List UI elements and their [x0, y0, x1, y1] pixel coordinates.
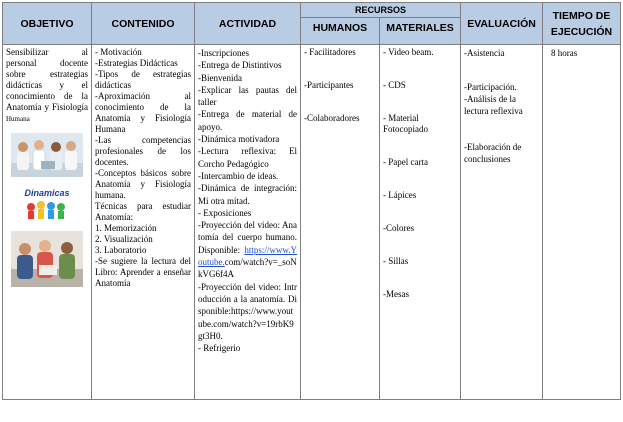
- header-contenido: CONTENIDO: [92, 3, 195, 45]
- list-item: - Facilitadores: [304, 47, 356, 57]
- cell-actividad: [195, 45, 301, 400]
- list-item: -Intercambio de ideas.: [198, 170, 279, 181]
- list-item: -Explicar las pautas del taller: [198, 84, 297, 108]
- list-item: 3. Laboratorio: [95, 245, 147, 255]
- list-item: -Entrega de Distintivos: [198, 60, 282, 71]
- contenido-list: [92, 45, 194, 291]
- list-item: -Asistencia: [464, 48, 505, 58]
- teachers-photo: [11, 133, 83, 177]
- tiempo-value: 8 horas: [551, 48, 578, 58]
- list-item: -Entrega de material de apoyo.: [198, 109, 297, 132]
- list-item: Técnicas para estudiar Anatomía:: [95, 201, 191, 222]
- list-item: 2. Visualización: [95, 234, 153, 244]
- list-item: - CDS: [383, 80, 406, 90]
- list-item: - Motivación: [95, 47, 142, 57]
- youtube-link[interactable]: https://www.Youtube.: [198, 244, 297, 268]
- header-recursos: RECURSOS: [301, 3, 461, 18]
- list-item: -Dinámica motivadora: [198, 134, 280, 145]
- header-humanos: HUMANOS: [301, 18, 380, 45]
- list-item: -Participación.: [464, 82, 517, 92]
- list-item: -Proyección del video: Anatomía del cuerpo humano. Disponible: https://www.Youtube.com/watch?v=_soNkVG6f4A: [198, 220, 297, 280]
- materiales-list: [380, 45, 460, 302]
- cell-tiempo: [543, 45, 621, 400]
- list-item: -Participantes: [304, 80, 354, 90]
- actividad-list: [195, 45, 300, 356]
- list-item: -Dinámica de integración: Mi otra mitad.: [198, 183, 297, 206]
- list-item: -Inscripciones: [198, 48, 249, 58]
- list-item: -Bienvenida: [198, 72, 242, 83]
- list-item: -Mesas: [383, 289, 409, 299]
- list-item: -Proyección del video: Introducción a la anatomía. Disponible:https://www.youtube.com/watch?v=19rbK9gt3H0.: [198, 281, 297, 341]
- cell-contenido: [92, 45, 195, 400]
- list-item: 1. Memorización: [95, 223, 157, 233]
- planning-table: [2, 2, 621, 400]
- list-item: -Análisis de la lectura reflexiva: [464, 94, 523, 116]
- list-item: -Conceptos básicos sobre Anatomía y Fisiología humana.: [95, 168, 191, 200]
- list-item: - Video beam.: [383, 47, 434, 57]
- dinamicas-logo: [17, 187, 77, 221]
- list-item: - Papel carta: [383, 157, 428, 167]
- list-item: -Colores: [383, 223, 414, 233]
- cell-humanos: [301, 45, 380, 400]
- header-actividad: ACTIVIDAD: [195, 3, 301, 45]
- list-item: -Tipos de estrategias didácticas: [95, 69, 191, 90]
- students-photo: [11, 231, 83, 287]
- header-tiempo: TIEMPO DE EJECUCIÓN: [543, 3, 621, 45]
- cell-evaluacion: [461, 45, 543, 400]
- list-item: - Lápices: [383, 190, 417, 200]
- list-item: - Exposiciones: [198, 207, 252, 218]
- list-item: -Colaboradores: [304, 113, 360, 123]
- cell-objetivo: [3, 45, 92, 400]
- evaluacion-list: [461, 45, 542, 167]
- list-item: -Elaboración de conclusiones: [464, 142, 522, 164]
- list-item: - Sillas: [383, 256, 409, 266]
- list-item: -Las competencias profesionales de los docentes.: [95, 135, 191, 167]
- list-item: -Lectura reflexiva: El Corcho Pedagógico: [198, 146, 297, 169]
- list-item: -Estrategias Didácticas: [95, 58, 178, 68]
- list-item: -Aproximación al conocimiento de la Anatomía y Fisiología Humana: [95, 91, 191, 134]
- cell-materiales: [380, 45, 461, 400]
- list-item: -Se sugiere la lectura del Libro: Aprender a enseñar Anatomía: [95, 256, 191, 288]
- header-materiales: MATERIALES: [380, 18, 461, 45]
- list-item: - Refrigerio: [198, 343, 241, 354]
- humanos-list: [301, 45, 379, 126]
- list-item: - Material Fotocopiado: [383, 113, 428, 134]
- svg-text:Dinamicas: Dinamicas: [24, 188, 70, 198]
- header-objetivo: OBJETIVO: [3, 3, 92, 45]
- objetivo-text: Sensibilizar al personal docente sobre estrategias didácticas y el conocimiento de la Anatomía y Fisiología Humana: [6, 47, 88, 123]
- header-evaluacion: EVALUACIÓN: [461, 3, 543, 45]
